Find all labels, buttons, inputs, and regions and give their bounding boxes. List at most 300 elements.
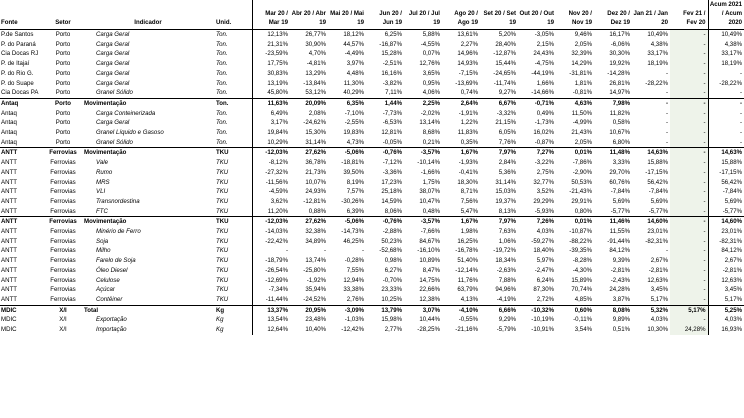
cell-value: 29,91% [571, 197, 592, 205]
cell-unid: Ton. [216, 60, 228, 68]
cell-setor: Ferrovias [50, 295, 76, 303]
cell-value: -28,25% [417, 326, 440, 334]
cell-fonte: P. do Suape [1, 79, 34, 87]
cell-value: 1,66% [536, 79, 554, 87]
cell-value: 15,44% [495, 60, 516, 68]
cell-indicador: Carga Geral [96, 60, 130, 68]
cell-value: 6,66% [480, 305, 518, 315]
cell-acum: - [708, 109, 744, 119]
cell-acum: 18,19% [708, 59, 744, 69]
cell-setor: Ferrovias [50, 159, 76, 167]
cell-value: 2,76% [346, 295, 364, 303]
cell-value: - [252, 246, 290, 256]
cell-value: 13,29% [305, 69, 326, 77]
cell-fonte: ANTT [1, 276, 17, 284]
cell-acum: 12,63% [708, 276, 744, 286]
cell-value: 24,28% [670, 325, 708, 335]
cell-unid: Ton. [216, 79, 228, 87]
cell-setor: Porto [55, 129, 71, 137]
col-header: Set 20 / Set 19 [480, 0, 518, 30]
cell-acum: -5,77% [708, 207, 744, 217]
cell-value: 50,23% [381, 237, 402, 245]
cell-value: - [670, 109, 708, 119]
cell-indicador: Contêiner [96, 295, 123, 303]
cell-setor: Ferrovias [50, 178, 76, 186]
cell-value: 1,98% [460, 228, 478, 236]
cell-value: 0,88% [308, 207, 326, 215]
cell-fonte: MDIC [1, 316, 17, 324]
table-row [0, 256, 744, 266]
cell-value: 13,74% [305, 257, 326, 265]
cell-value: 2,08% [308, 109, 326, 117]
cell-value: -7,73% [382, 109, 402, 117]
cell-value: -4,30% [572, 266, 592, 274]
cell-value: -1,92% [306, 276, 326, 284]
cell-value: -21,43% [569, 188, 592, 196]
cell-value: 2,75% [536, 168, 554, 176]
cell-value: - [670, 40, 708, 50]
cell-value: 4,03% [536, 228, 554, 236]
cell-value: 7,63% [498, 228, 516, 236]
cell-value: -31,81% [569, 69, 592, 77]
cell-unid: Kg [215, 305, 252, 315]
cell-setor: Porto [55, 40, 71, 48]
cell-value: 6,39% [346, 207, 364, 215]
cell-value: 5,97% [536, 257, 554, 265]
cell-value: 25,18% [381, 188, 402, 196]
cell-value: 0,49% [536, 109, 554, 117]
cell-value: 12,38% [419, 295, 440, 303]
cell-value: -10,14% [417, 159, 440, 167]
cell-value: -13,69% [455, 79, 478, 87]
cell-value: 0,98% [384, 257, 402, 265]
cell-value: 18,30% [457, 178, 478, 186]
cell-value: 4,73% [346, 138, 364, 146]
cell-value: 7,55% [346, 266, 364, 274]
cell-value: - [665, 69, 668, 77]
cell-acum: 5,25% [708, 305, 744, 315]
cell-setor: Porto [45, 98, 82, 108]
table-row [0, 217, 744, 227]
cell-value: - [670, 138, 708, 148]
cell-value: 11,48% [594, 148, 632, 158]
cell-value: -24,65% [493, 69, 516, 77]
cell-acum: - [708, 138, 744, 148]
cell-value: 18,12% [328, 30, 366, 40]
cell-value: 20,09% [290, 98, 328, 108]
table-row [0, 325, 744, 335]
cell-value: 21,15% [495, 119, 516, 127]
cell-value: -21,16% [455, 326, 478, 334]
cell-value: -0,76% [366, 148, 404, 158]
cell-indicador: Farelo de Soja [96, 257, 136, 265]
cell-fonte: ANTT [0, 148, 45, 158]
cell-value: 1,81% [574, 79, 592, 87]
cell-value: - [670, 49, 708, 59]
cell-value: 13,37% [252, 305, 290, 315]
cell-value: - [361, 247, 364, 255]
cell-acum: 2,67% [708, 256, 744, 266]
cell-value: -2,02% [420, 109, 440, 117]
cell-value: -2,81% [648, 266, 668, 274]
cell-fonte: ANTT [1, 188, 17, 196]
cell-value: 10,29% [252, 138, 290, 148]
cell-value: 3,62% [252, 197, 290, 207]
cell-value: 0,95% [422, 79, 440, 87]
cell-value: -12,42% [341, 326, 364, 334]
col-header: Unid. [215, 0, 252, 30]
cell-value: 1,67% [442, 148, 480, 158]
cell-indicador: Importação [96, 326, 127, 334]
cell-value: -3,57% [404, 148, 442, 158]
cell-indicador: Carga Geral [96, 50, 130, 58]
cell-value: -10,32% [518, 305, 556, 315]
cell-value: 1,67% [442, 217, 480, 227]
cell-value: -7,12% [382, 159, 402, 167]
cell-value: 10,40% [305, 326, 326, 334]
cell-value: 38,07% [419, 188, 440, 196]
cell-acum: -82,31% [708, 237, 744, 247]
cell-value: -5,06% [328, 148, 366, 158]
cell-value: -12,14% [455, 266, 478, 274]
cell-value: -2,63% [496, 266, 516, 274]
cell-value: 5,36% [498, 168, 516, 176]
cell-value: -44,19% [531, 69, 554, 77]
table-row [0, 30, 744, 40]
cell-unid: TKU [216, 295, 229, 303]
cell-value: -6,53% [382, 119, 402, 127]
cell-value: -14,66% [531, 89, 554, 97]
cell-value: 9,46% [556, 30, 594, 40]
cell-value: -0,87% [534, 138, 554, 146]
cell-indicador: Movimentação [82, 148, 215, 158]
cell-acum: - [708, 118, 744, 128]
cell-value: 11,83% [457, 129, 478, 137]
cell-value: 45,80% [252, 88, 290, 98]
cell-setor: Ferrovias [50, 207, 76, 215]
cell-value: 10,07% [305, 178, 326, 186]
table-row [0, 49, 744, 59]
cell-value: 84,67% [419, 237, 440, 245]
table-row [0, 109, 744, 119]
cell-value: 70,74% [571, 286, 592, 294]
cell-value: 8,06% [384, 207, 402, 215]
cell-value: -4,55% [420, 40, 440, 48]
cell-value: - [670, 237, 708, 247]
cell-value: 18,40% [533, 247, 554, 255]
cell-value: -7,66% [420, 228, 440, 236]
cell-value: -11,56% [252, 178, 290, 188]
cell-value: 29,29% [533, 197, 554, 205]
cell-value: -3,36% [382, 168, 402, 176]
cell-indicador: Movimentação [82, 217, 215, 227]
cell-value: 23,33% [381, 286, 402, 294]
cell-value: 3,52% [536, 188, 554, 196]
cell-value: 0,01% [556, 217, 594, 227]
cell-unid: TKU [216, 207, 229, 215]
col-header: Ago 20 / Ago 19 [442, 0, 480, 30]
cell-value: - [632, 98, 670, 108]
cell-indicador: MRS [96, 178, 110, 186]
cell-fonte: Antaq [1, 138, 17, 146]
cell-value: - [670, 256, 708, 266]
cell-value: 1,44% [366, 98, 404, 108]
cell-value: -19,72% [493, 247, 516, 255]
cell-fonte: Antaq [0, 98, 45, 108]
cell-acum: - [708, 69, 744, 79]
cell-value: -23,59% [252, 49, 290, 59]
cell-fonte: Antaq [1, 119, 17, 127]
cell-value: -5,93% [534, 207, 554, 215]
cell-value: 0,80% [574, 207, 592, 215]
cell-value: 29,70% [609, 168, 630, 176]
cell-unid: Ton. [216, 40, 228, 48]
cell-value: - [670, 276, 708, 286]
cell-value: -2,55% [344, 119, 364, 127]
cell-indicador: Óleo Diesel [96, 266, 128, 274]
cell-unid: Ton. [216, 69, 228, 77]
cell-indicador: Total [82, 305, 215, 315]
cell-value: 7,98% [594, 98, 632, 108]
cell-value: 5,69% [650, 197, 668, 205]
cell-unid: TKU [216, 257, 229, 265]
cell-value: -11,44% [252, 295, 290, 305]
table-row [0, 237, 744, 247]
cell-value: 0,35% [460, 138, 478, 146]
cell-acum: - [708, 98, 744, 108]
cell-value: 11,63% [252, 98, 290, 108]
cell-acum: - [708, 128, 744, 138]
table-row [0, 118, 744, 128]
cell-value: 2,77% [384, 326, 402, 334]
cell-value: 1,22% [460, 119, 478, 127]
cell-value: 21,43% [571, 129, 592, 137]
cell-value: 34,89% [305, 237, 326, 245]
cell-value: 3,07% [404, 305, 442, 315]
cell-value: 10,49% [632, 30, 670, 40]
cell-setor: Ferrovias [50, 247, 76, 255]
cell-value: 8,68% [422, 129, 440, 137]
cell-setor: Porto [55, 50, 71, 58]
cell-value: 4,85% [574, 295, 592, 303]
table-row [0, 168, 744, 178]
cell-value: 8,08% [594, 305, 632, 315]
cell-value: 32,39% [571, 50, 592, 58]
cell-value: 10,47% [419, 197, 440, 205]
cell-value: -7,10% [344, 109, 364, 117]
cell-value: 14,60% [632, 217, 670, 227]
table-row [0, 276, 744, 286]
cell-value: 15,98% [381, 316, 402, 324]
cell-value: 2,72% [536, 295, 554, 303]
cell-value: 87,30% [533, 286, 554, 294]
cell-setor: Ferrovias [50, 168, 76, 176]
cell-value: - [665, 119, 668, 127]
cell-value: -1,03% [344, 316, 364, 324]
cell-unid: TKU [216, 237, 229, 245]
col-header: Jun 20 / Jun 19 [366, 0, 404, 30]
cell-acum: - [708, 88, 744, 98]
cell-value: -6,06% [610, 40, 630, 48]
cell-value: -3,32% [496, 109, 516, 117]
cell-value: 3,87% [612, 295, 630, 303]
cell-value: -22,42% [252, 237, 290, 247]
cell-value: 53,12% [305, 89, 326, 97]
cell-value: 11,46% [594, 217, 632, 227]
cell-value: 14,29% [571, 60, 592, 68]
table-row [0, 305, 744, 315]
cell-value: - [670, 178, 708, 188]
cell-fonte: ANTT [1, 257, 17, 265]
cell-value: 0,51% [612, 326, 630, 334]
cell-setor: Porto [55, 89, 71, 97]
col-header: Jul 20 / Jul 19 [404, 0, 442, 30]
cell-value: 7,76% [498, 138, 516, 146]
cell-value: 8,13% [498, 207, 516, 215]
table-row [0, 266, 744, 276]
table-row [0, 148, 744, 158]
cell-value: 11,82% [609, 109, 630, 117]
cell-value: -0,76% [366, 217, 404, 227]
cell-fonte: ANTT [1, 237, 17, 245]
cell-fonte: Antaq [1, 109, 17, 117]
cell-fonte: ANTT [1, 228, 17, 236]
col-header: Nov 20 / Nov 19 [556, 0, 594, 30]
cell-indicador: VLI [96, 188, 106, 196]
cell-setor: Porto [55, 109, 71, 117]
cell-value: 15,88% [647, 159, 668, 167]
col-header: Indicador [82, 0, 215, 30]
cell-value: 16,25% [457, 237, 478, 245]
cell-value: 31,14% [305, 138, 326, 146]
cell-acum: 4,03% [708, 315, 744, 325]
cell-value: 94,96% [495, 286, 516, 294]
cell-value: 17,23% [381, 178, 402, 186]
cell-value: -10,91% [531, 326, 554, 334]
table-body [0, 30, 744, 335]
cell-value: - [670, 217, 708, 227]
cell-value: 5,17% [650, 295, 668, 303]
cell-value: 12,94% [343, 276, 364, 284]
cell-indicador: Carga Conteinerizada [96, 109, 156, 117]
cell-setor: Ferrovias [50, 257, 76, 265]
cell-value: 11,55% [609, 228, 630, 236]
cell-value: -1,66% [420, 168, 440, 176]
cell-value: 36,78% [305, 159, 326, 167]
cell-unid: TKU [216, 286, 229, 294]
cell-unid: Ton. [216, 89, 228, 97]
table-row [0, 98, 744, 108]
cell-unid: Ton. [216, 129, 228, 137]
cell-value: 8,71% [460, 188, 478, 196]
table-row [0, 128, 744, 138]
cell-value: 16,02% [533, 129, 554, 137]
cell-value: 84,12% [609, 247, 630, 255]
cell-value: 6,35% [328, 98, 366, 108]
cell-value: 11,30% [343, 79, 364, 87]
cell-value: 4,48% [346, 69, 364, 77]
table-row [0, 295, 744, 305]
table-row [0, 79, 744, 89]
cell-value: - [670, 30, 708, 40]
cell-value: 6,25% [366, 30, 404, 40]
cell-value: - [665, 138, 668, 146]
cell-setor: Ferrovias [50, 188, 76, 196]
cell-value: 23,01% [647, 228, 668, 236]
cell-value: -17,15% [645, 168, 668, 176]
cell-value: 12,64% [252, 325, 290, 335]
cell-unid: TKU [216, 247, 229, 255]
cell-value: 4,06% [422, 89, 440, 97]
cell-setor: Ferrovias [50, 197, 76, 205]
cell-value: -3,22% [534, 159, 554, 167]
col-header: Jan 21 / Jan 20 [632, 0, 670, 30]
cell-value: -28,22% [645, 79, 668, 87]
cell-value: 8,47% [422, 266, 440, 274]
cell-value: -5,06% [328, 217, 366, 227]
cell-value: -24,52% [303, 295, 326, 303]
cell-value: 3,17% [252, 118, 290, 128]
table-row [0, 187, 744, 197]
cell-value: 2,27% [460, 40, 478, 48]
cell-acum: 33,17% [708, 49, 744, 59]
table-row [0, 227, 744, 237]
cell-value: 3,65% [422, 69, 440, 77]
cell-value: 30,90% [305, 40, 326, 48]
cell-unid: TKU [215, 217, 252, 227]
cell-setor: Porto [55, 79, 71, 87]
cell-acum: 84,12% [708, 246, 744, 256]
cell-setor: Porto [45, 30, 82, 40]
cell-value: 0,21% [422, 138, 440, 146]
cell-value: -5,77% [648, 207, 668, 215]
cell-setor: Ferrovias [45, 148, 82, 158]
cell-value: 13,14% [419, 119, 440, 127]
cell-value: 21,31% [252, 40, 290, 50]
cell-value: 6,49% [252, 109, 290, 119]
cell-value: 9,89% [612, 316, 630, 324]
cell-value: 30,30% [609, 50, 630, 58]
cell-value: -7,15% [458, 69, 478, 77]
cell-value: 7,11% [385, 89, 402, 97]
cell-indicador: Carga Geral [96, 40, 130, 48]
cell-value: -2,43% [610, 276, 630, 284]
table-row [0, 59, 744, 69]
cell-indicador: Exportação [96, 316, 127, 324]
cell-setor: Ferrovias [50, 237, 76, 245]
cell-value: -4,99% [572, 119, 592, 127]
cell-value: - [670, 207, 708, 217]
cell-value: -8,28% [572, 257, 592, 265]
cell-value: - [670, 148, 708, 158]
cell-fonte: P. do Paraná [1, 40, 36, 48]
cell-value: 23,48% [305, 316, 326, 324]
cell-acum: 5,17% [708, 295, 744, 305]
cell-unid: Ton. [216, 138, 228, 146]
cell-acum: -28,22% [708, 79, 744, 89]
cell-acum: 5,69% [708, 197, 744, 207]
cell-value: 15,89% [571, 276, 592, 284]
cell-acum: -17,15% [708, 168, 744, 178]
cell-value: 8,19% [346, 178, 364, 186]
cell-value: 39,50% [343, 168, 364, 176]
cell-indicador: Minério de Ferro [96, 228, 141, 236]
cell-value: 5,47% [460, 207, 478, 215]
cell-value: -0,11% [573, 316, 592, 324]
cell-value: 6,24% [536, 276, 554, 284]
cell-value: - [670, 118, 708, 128]
cell-acum: 15,88% [708, 158, 744, 168]
